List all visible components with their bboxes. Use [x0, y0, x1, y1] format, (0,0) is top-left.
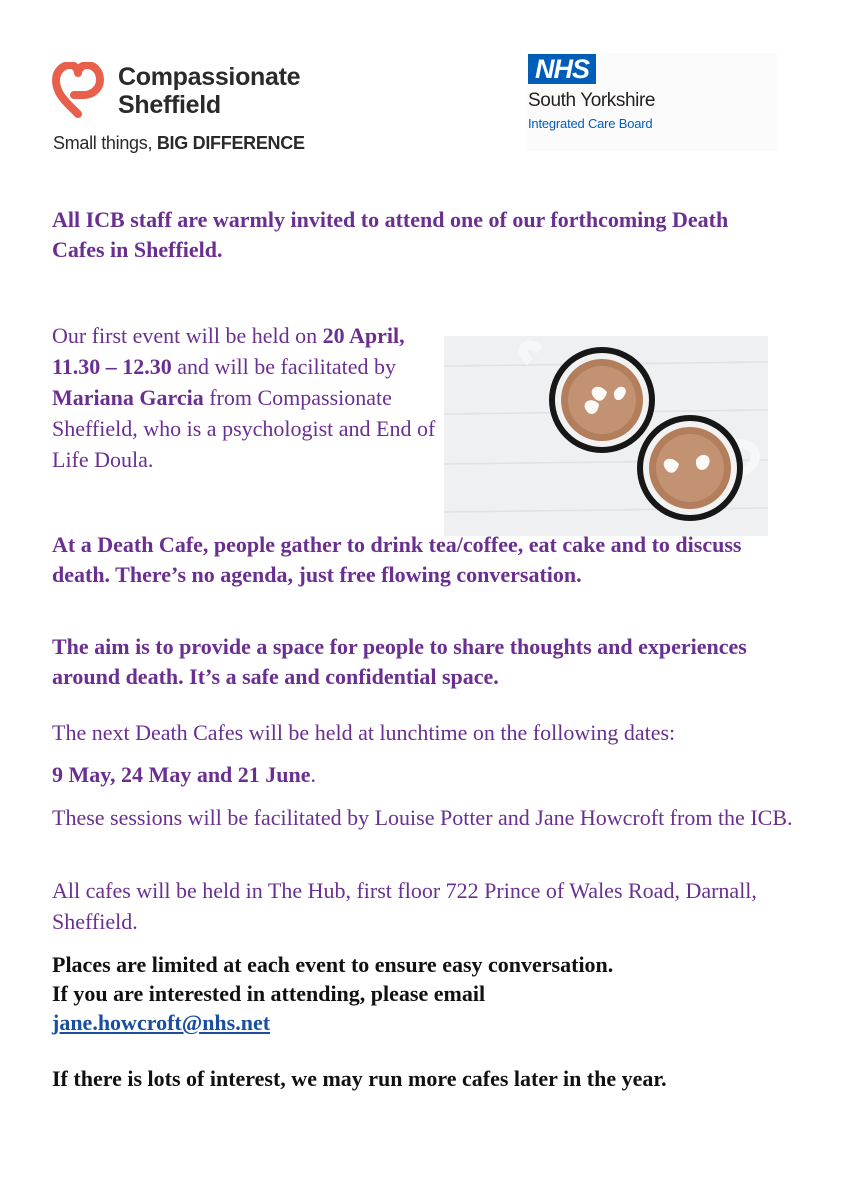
- next-cafes-intro: The next Death Cafes will be held at lunchtime on the following dates:: [52, 720, 676, 745]
- nhs-badge: NHS: [528, 54, 596, 84]
- cs-name-line2: Sheffield: [118, 91, 221, 119]
- venue-paragraph: All cafes will be held in The Hub, first floor 722 Prince of Wales Road, Darnall, Sheffield.: [52, 878, 757, 934]
- dates-end: .: [310, 762, 317, 787]
- nhs-board: Integrated Care Board: [528, 116, 653, 131]
- compassionate-sheffield-name: [118, 63, 300, 119]
- tagline-prefix: Small things,: [53, 133, 157, 153]
- aim-paragraph: The aim is to provide a space for people to share thoughts and experiences around death. It’s a safe and confidential space.: [52, 634, 747, 689]
- session-facilitators: These sessions will be facilitated by Louise Potter and Jane Howcroft from the ICB.: [52, 805, 793, 830]
- tagline-strong: BIG DIFFERENCE: [156, 133, 305, 153]
- more-cafes-note: If there is lots of interest, we may run more cafes later in the year.: [52, 1066, 667, 1091]
- compassionate-sheffield-tagline: [53, 132, 305, 154]
- death-cafe-description: At a Death Cafe, people gather to drink tea/coffee, eat cake and to discuss death. There’s no agenda, just free flowing conversation.: [52, 532, 742, 587]
- places-limited-text: Places are limited at each event to ensure easy conversation.: [52, 952, 614, 977]
- compassionate-sheffield-heart-icon: [52, 62, 104, 118]
- booking-paragraph: [52, 950, 812, 1037]
- contact-email-link[interactable]: jane.howcroft@nhs.net: [52, 1010, 271, 1035]
- cs-name-line1: Compassionate: [118, 63, 301, 91]
- first-event-text-1: Our first event will be held on: [52, 323, 323, 348]
- first-event-text-3: from Compassionate Sheffield, who is a psychologist and End of Life Doula.: [52, 385, 436, 472]
- next-cafes-dates: [52, 760, 812, 790]
- first-event-facilitator: Mariana Garcia: [52, 385, 204, 410]
- first-event-text-2: and will be facilitated by: [171, 354, 396, 379]
- first-event-date: 20 April, 11.30 – 12.30: [52, 323, 405, 379]
- nhs-region: South Yorkshire: [528, 90, 656, 111]
- first-event-paragraph: [52, 320, 437, 475]
- hot-chocolate-photo: [444, 336, 768, 536]
- dates-list: 9 May, 24 May and 21 June: [52, 762, 311, 787]
- interest-text: If you are interested in attending, please email: [52, 981, 486, 1006]
- intro-heading: All ICB staff are warmly invited to attend one of our forthcoming Death Cafes in Sheffield.: [52, 207, 729, 262]
